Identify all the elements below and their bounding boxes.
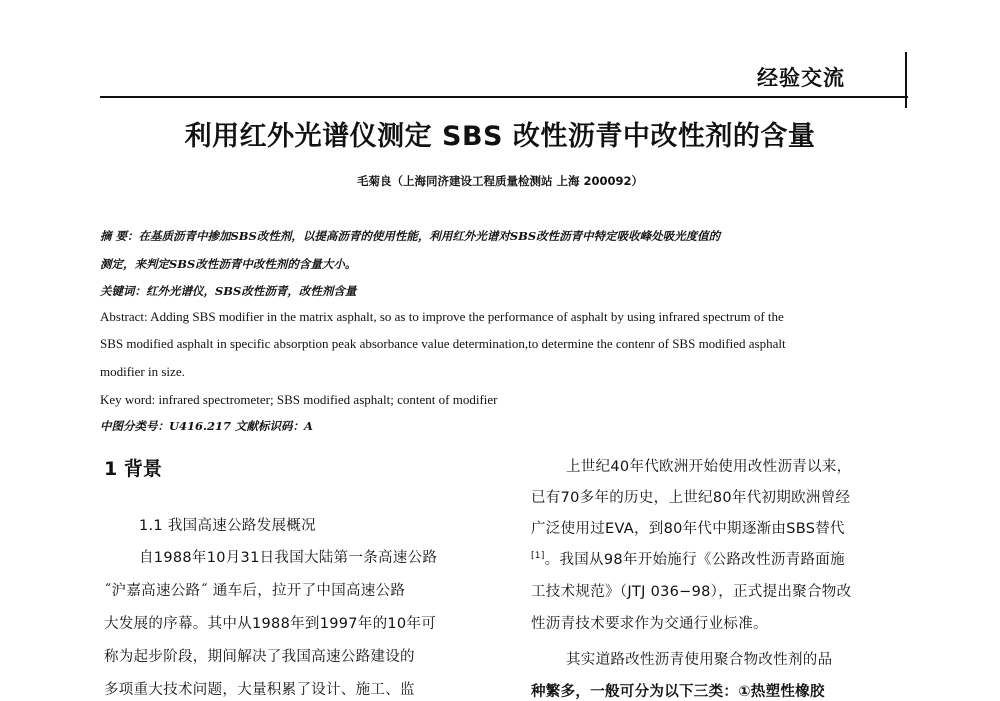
- right-para-line-7: 其实道路改性沥青使用聚合物改性剂的品: [566, 652, 833, 668]
- subsection-heading: 1.1 我国高速公路发展概况: [139, 518, 316, 534]
- left-para-line-5: 多项重大技术问题，大量积累了设计、施工、监: [104, 682, 415, 698]
- right-para-line-5: 工技术规范》（JTJ 036−98），正式提出聚合物改: [531, 584, 852, 600]
- abstract-cn-line-2: 测定，来判定SBS改性沥青中改性剂的含量大小。: [100, 257, 357, 271]
- paper-title: 利用红外光谱仪测定 SBS 改性沥青中改性剂的含量: [184, 121, 816, 152]
- abstract-en-line-1: Abstract: Adding SBS modifier in the matrix asphalt, so as to improve the performance of asphalt by using infrared spectrum of the: [100, 309, 784, 324]
- abstract-en-line-3: modifier in size.: [100, 364, 185, 379]
- left-para-line-1: 自1988年10月31日我国大陆第一条高速公路: [139, 550, 438, 566]
- right-para-line-3: 广泛使用过EVA，到80年代中期逐渐由SBS替代: [531, 521, 845, 537]
- right-para-line-8: 种繁多，一般可分为以下三类：①热塑性橡胶: [531, 684, 825, 700]
- section-label: 经验交流: [757, 66, 845, 90]
- right-para-line-4: [531, 548, 845, 569]
- citation-ref: [1]: [531, 551, 545, 562]
- keywords-cn: 关键词：红外光谱仪，SBS改性沥青，改性剂含量: [100, 284, 357, 298]
- section-heading: 1 背景: [104, 458, 162, 480]
- right-para-line-4-text: 。我国从98年开始施行《公路改性沥青路面施: [544, 552, 845, 568]
- abstract-cn-line-1: 摘 要：在基质沥青中掺加SBS改性剂，以提高沥青的使用性能，利用红外光谱对SBS改性沥青中特定吸收峰处吸光度值的: [100, 229, 721, 243]
- abstract-en-line-2: SBS modified asphalt in specific absorption peak absorbance value determination,to determine the contenr of SBS modified asphalt: [100, 336, 786, 351]
- header-vertical-bar: [905, 52, 907, 108]
- keywords-en: Key word: infrared spectrometer; SBS modified asphalt; content of modifier: [100, 392, 498, 407]
- right-para-line-2: 已有70多年的历史，上世纪80年代初期欧洲曾经: [531, 490, 851, 506]
- header-rule: [100, 96, 908, 98]
- author-line: 毛菊良（上海同济建设工程质量检测站 上海 200092）: [356, 174, 643, 188]
- left-para-line-4: 称为起步阶段，期间解决了我国高速公路建设的: [104, 649, 415, 665]
- left-para-line-2: ˝沪嘉高速公路˝ 通车后，拉开了中国高速公路: [104, 583, 406, 599]
- classification-line: 中图分类号：U416.217 文献标识码：A: [100, 419, 313, 433]
- right-para-line-1: 上世纪40年代欧洲开始使用改性沥青以来，: [566, 459, 852, 475]
- left-para-line-3: 大发展的序幕。其中从1988年到1997年的10年可: [104, 616, 437, 632]
- right-para-line-6: 性沥青技术要求作为交通行业标准。: [531, 616, 768, 632]
